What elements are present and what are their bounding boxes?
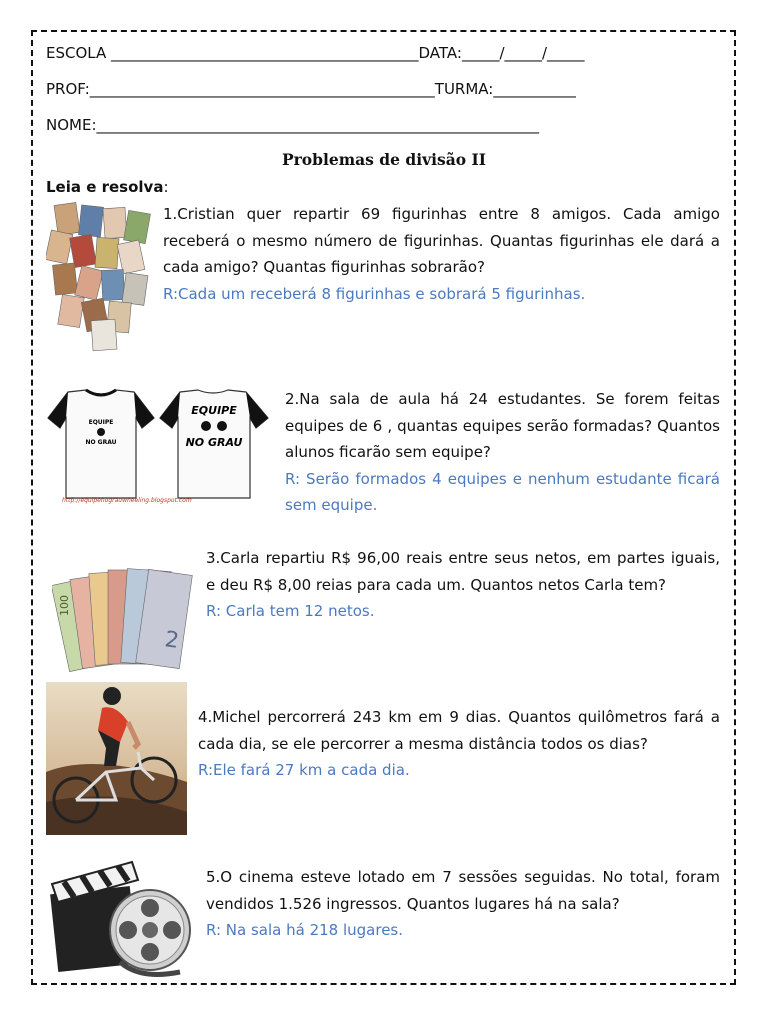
shirt-url: http://equipenograuwheeling.blogspot.com: [62, 497, 192, 504]
cinema-clapper-reel-image: [50, 852, 192, 980]
team-shirts-image: [46, 388, 270, 506]
problem-4-answer: R:Ele fará 27 km a cada dia.: [198, 761, 410, 779]
cyclist-image: [46, 682, 187, 835]
header-nome-line: NOME:___________________________________________________________: [46, 116, 540, 134]
instruction-colon: :: [163, 178, 169, 196]
svg-text:EQUIPE: EQUIPE: [88, 419, 114, 426]
problem-4: [198, 704, 720, 784]
page-title: Problemas de divisão II: [281, 150, 487, 169]
svg-text:100: 100: [58, 595, 71, 616]
problem-1-text: 1.Cristian quer repartir 69 figurinhas entre 8 amigos. Cada amigo receberá o mesmo número de figurinhas. Quantas figurinhas ele dará a cada amigo? Quantas figurinhas sobrarão?: [163, 205, 720, 276]
svg-text:2: 2: [163, 627, 181, 654]
problem-3-text: 3.Carla repartiu R$ 96,00 reais entre seus netos, em partes iguais, e deu R$ 8,00 reias para cada um. Quantos netos Carla tem?: [206, 549, 720, 594]
problem-3: [206, 545, 720, 625]
problem-1-answer: R:Cada um receberá 8 figurinhas e sobrará 5 figurinhas.: [163, 284, 586, 303]
problem-4-text: 4.Michel percorrerá 243 km em 9 dias. Quantos quilômetros fará a cada dia, se ele percorrer a mesma distância todos os dias?: [198, 708, 720, 753]
problem-3-answer: R: Carla tem 12 netos.: [206, 602, 375, 620]
svg-text:NO GRAU: NO GRAU: [85, 439, 117, 446]
problem-5-text: 5.O cinema esteve lotado em 7 sessões seguidas. No total, foram vendidos 1.526 ingressos. Quantos lugares há na sala?: [206, 868, 720, 913]
money-bills-image: [52, 560, 196, 674]
instruction: [46, 178, 169, 196]
problem-2: [285, 386, 720, 519]
header-prof-line: PROF:______________________________________________TURMA:___________: [46, 80, 576, 98]
problem-2-answer: R: Serão formados 4 equipes e nenhum estudante ficará sem equipe.: [285, 469, 720, 514]
shirt-text-equipe: EQUIPE: [191, 404, 237, 417]
header-escola-line: ESCOLA _________________________________________DATA:_____/_____/_____: [46, 44, 585, 62]
shirt-text-no-grau: NO GRAU: [185, 436, 243, 449]
problem-2-text: 2.Na sala de aula há 24 estudantes. Se forem feitas equipes de 6 , quantas equipes serão formadas? Quantos alunos ficarão sem equipe?: [285, 390, 720, 461]
problem-5: [206, 864, 720, 944]
stickers-image: [46, 202, 154, 352]
problem-1: [163, 201, 720, 307]
problem-5-answer: R: Na sala há 218 lugares.: [206, 921, 403, 939]
instruction-bold: Leia e resolva: [46, 178, 164, 196]
